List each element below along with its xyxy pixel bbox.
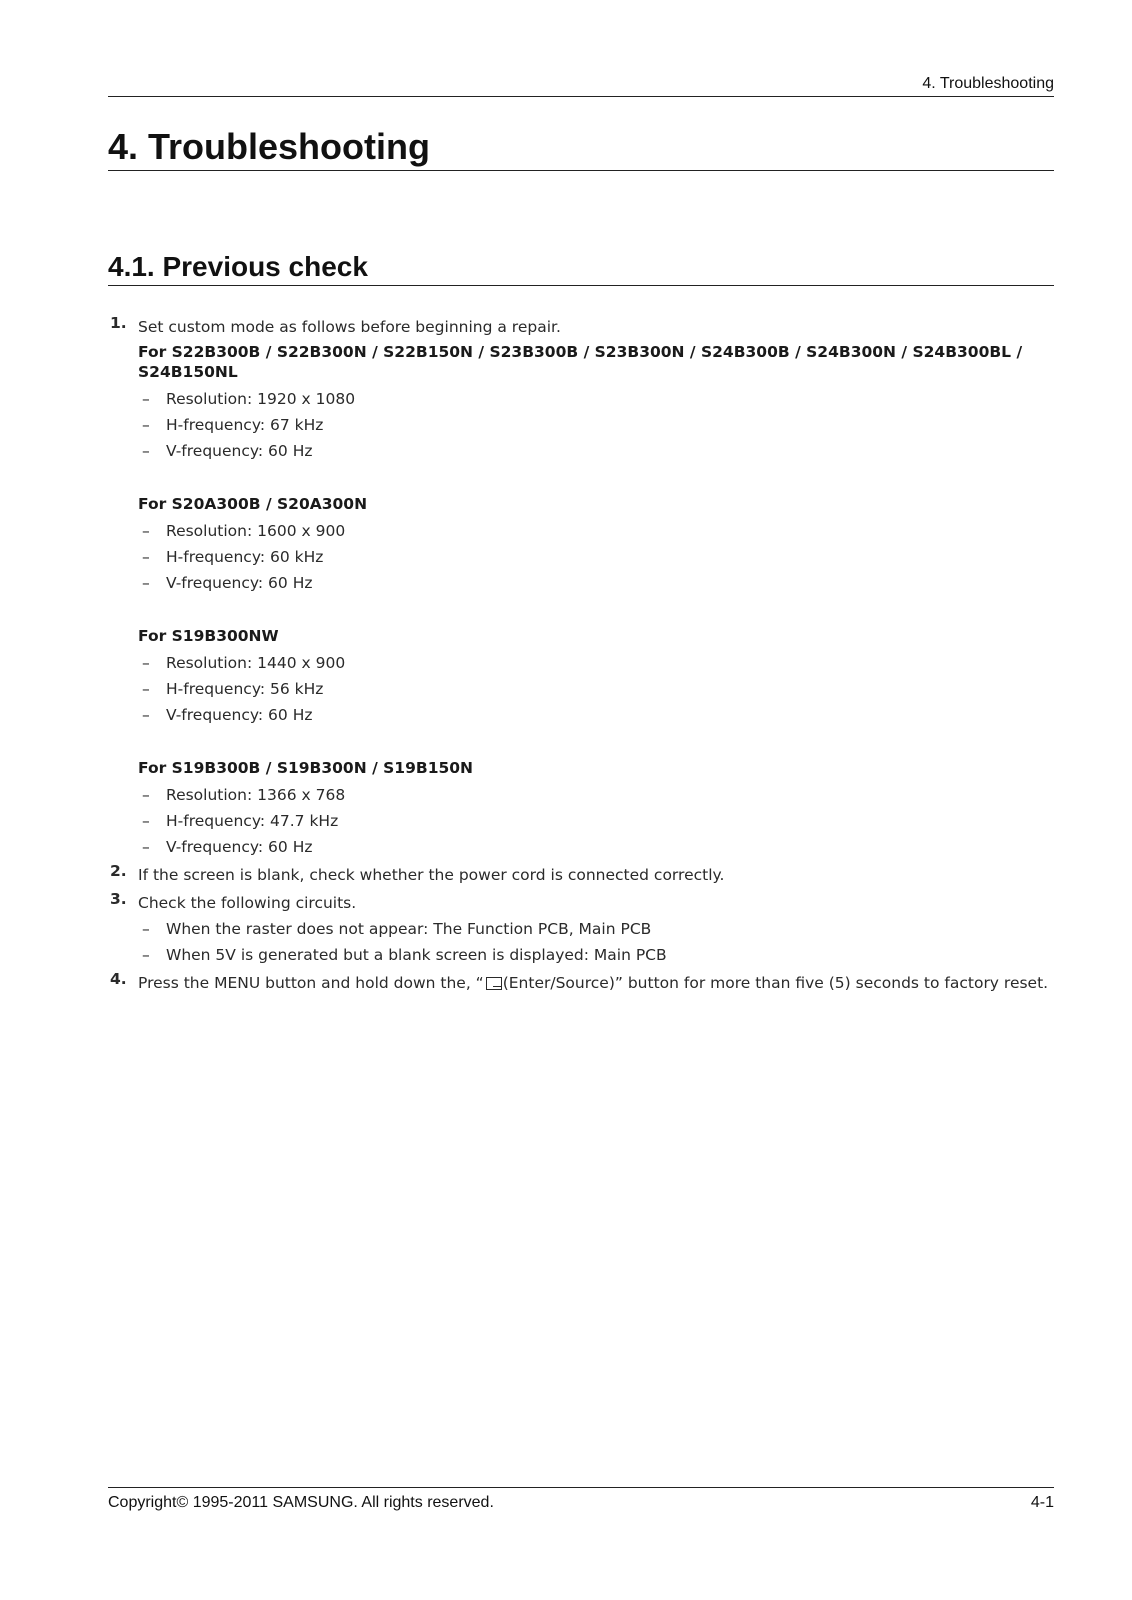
list-item — [138, 544, 1054, 570]
spec-v-frequency: V-frequency: 60 Hz — [166, 574, 313, 592]
list-item — [138, 942, 1054, 968]
spec-v-frequency: V-frequency: 60 Hz — [166, 706, 313, 724]
page-footer — [108, 1487, 1054, 1511]
step-4 — [108, 970, 1054, 996]
spec-resolution: Resolution: 1366 x 768 — [166, 786, 346, 804]
enter-source-icon — [486, 977, 502, 990]
spec-resolution: Resolution: 1440 x 900 — [166, 654, 346, 672]
dash-bullet: – — [142, 548, 150, 566]
list-item — [138, 808, 1054, 834]
mode-group-s19nw — [138, 626, 1054, 728]
list-item — [138, 570, 1054, 596]
model-heading: For S19B300NW — [138, 627, 279, 645]
mode-group-s20 — [138, 494, 1054, 596]
dash-bullet: – — [142, 706, 150, 724]
list-item — [138, 386, 1054, 412]
dash-bullet: – — [142, 574, 150, 592]
model-heading: For S22B300B / S22B300N / S22B150N / S23B300B / S23B300N / S24B300B / S24B300N / S24B300BL / S24B150NL — [138, 343, 1023, 381]
model-heading: For S20A300B / S20A300N — [138, 495, 368, 513]
spec-resolution: Resolution: 1920 x 1080 — [166, 390, 356, 408]
spec-h-frequency: H-frequency: 67 kHz — [166, 416, 324, 434]
step-number: 2. — [110, 862, 127, 880]
dash-bullet: – — [142, 442, 150, 460]
circuit-check-item: When the raster does not appear: The Function PCB, Main PCB — [166, 920, 652, 938]
step-text: Set custom mode as follows before beginning a repair. — [138, 318, 561, 336]
list-item — [138, 782, 1054, 808]
chapter-title: 4. Troubleshooting — [108, 126, 1054, 171]
dash-bullet: – — [142, 786, 150, 804]
running-header-title: 4. Troubleshooting — [922, 75, 1054, 92]
dash-bullet: – — [142, 654, 150, 672]
step-text-before: Press the MENU button and hold down the, “ — [138, 974, 484, 992]
step-number: 3. — [110, 890, 127, 908]
spec-v-frequency: V-frequency: 60 Hz — [166, 838, 313, 856]
page-number: 4-1 — [1030, 1494, 1054, 1511]
step-text: Check the following circuits. — [138, 894, 357, 912]
dash-bullet: – — [142, 416, 150, 434]
step-text — [138, 970, 1054, 996]
spec-h-frequency: H-frequency: 56 kHz — [166, 680, 324, 698]
mode-group-s19 — [138, 758, 1054, 860]
copyright: Copyright© 1995-2011 SAMSUNG. All rights reserved. — [108, 1494, 494, 1511]
step-number: 1. — [110, 314, 127, 332]
dash-bullet: – — [142, 838, 150, 856]
running-header — [108, 76, 1054, 97]
list-item — [138, 438, 1054, 464]
section-title: 4.1. Previous check — [108, 250, 1054, 286]
circuit-check-item: When 5V is generated but a blank screen is displayed: Main PCB — [166, 946, 667, 964]
step-number: 4. — [110, 970, 127, 988]
dash-bullet: – — [142, 390, 150, 408]
step-3 — [108, 890, 1054, 968]
mode-group-s22-s24 — [138, 342, 1054, 464]
list-item — [138, 676, 1054, 702]
dash-bullet: – — [142, 522, 150, 540]
dash-bullet: – — [142, 946, 150, 964]
list-item — [138, 412, 1054, 438]
list-item — [138, 518, 1054, 544]
step-text: If the screen is blank, check whether the power cord is connected correctly. — [138, 866, 725, 884]
model-heading: For S19B300B / S19B300N / S19B150N — [138, 759, 474, 777]
step-1 — [108, 314, 1054, 860]
dash-bullet: – — [142, 920, 150, 938]
previous-check-steps — [108, 314, 1054, 996]
list-item — [138, 834, 1054, 860]
step-text-after: (Enter/Source)” button for more than five (5) seconds to factory reset. — [502, 974, 1049, 992]
spec-h-frequency: H-frequency: 47.7 kHz — [166, 812, 339, 830]
spec-h-frequency: H-frequency: 60 kHz — [166, 548, 324, 566]
list-item — [138, 916, 1054, 942]
dash-bullet: – — [142, 812, 150, 830]
list-item — [138, 650, 1054, 676]
list-item — [138, 702, 1054, 728]
spec-v-frequency: V-frequency: 60 Hz — [166, 442, 313, 460]
dash-bullet: – — [142, 680, 150, 698]
spec-resolution: Resolution: 1600 x 900 — [166, 522, 346, 540]
step-2 — [108, 862, 1054, 888]
